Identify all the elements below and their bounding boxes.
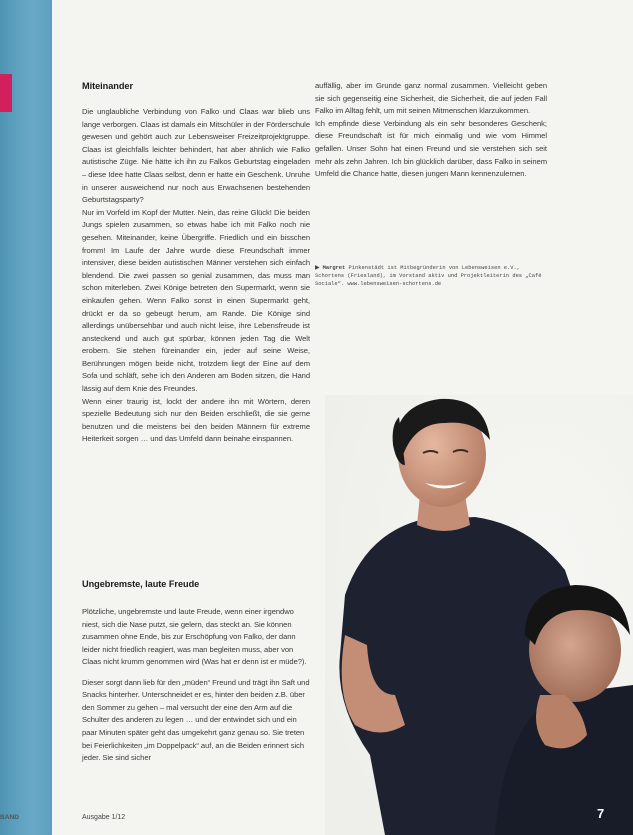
photo-illustration xyxy=(325,395,633,835)
paragraph: Wenn einer traurig ist, lockt der andere ihn mit Wörtern, deren spezielle Bedeutung sich nur den Beiden erschließt, die sie gerne benutzen und die meistens bei den beiden Männern für extreme Heiterkeit sorgen … und das Umfeld dann beinahe einspannen. xyxy=(82,396,310,444)
author-note-text: Pinkenstädt ist Mitbegründerin von Lebensweisen e.V., Schortens (Friesland), im Vorstand aktiv und Projektleiterin des „Café Sociale“. www.lebensweisen-schortens.de xyxy=(315,265,542,287)
paragraph: Plötzliche, ungebremste und laute Freude, wenn einer irgendwo niest, sich die Nase putzt, sie gelern, das steckt an. Sie können zusammen ohne Ende, bis zur Erschöpfung von Falko, der dann leider nicht friedlich reagiert, was man begleiten muss, aber von Claas nicht krumm genommen wird (Was hat er denn ist er müde?). xyxy=(82,607,307,667)
paragraph: Nur im Vorfeld im Kopf der Mutter. Nein, das reine Glück! Die beiden Jungs spielen zusammen, so etwas habe ich mit Falko noch nie gesehen. Miteinander, keine Übergriffe. Friedlich und ein bisschen fromm! Im Laufe der Jahre wurde diese Freundschaft immer intensiver, diese beiden autistischen Männer verstehen sich einfach blendend. Die zwei passen so genial zusammen, das muss man schon miterleben. Zwei Könige betreten den Supermarkt, wenn sie einkaufen gehen. Wenn Falko sonst in einen Supermarkt geht, drückt er da so gebeugt herum, am Rande. Die Könige sind allerdings unübersehbar und auch nicht leise, ihre Lebensfreude ist ansteckend und auch gut spürbar, können jeden Tag die Welt erobern. Sie stehen füreinander ein, jeder auf seine Weise, Berührungen mögen beide nicht, trotzdem liegt der Eine auf dem Sofa und schläft, sehe ich den Anderen am Boden sitzen, die Hand lässig auf dem Knie des Freundes. xyxy=(82,207,310,394)
section-marker-tab xyxy=(0,74,12,112)
section-heading-freude: Ungebremste, laute Freude xyxy=(82,579,200,589)
arrow-right-icon: ▶ xyxy=(315,264,320,271)
photo-falko-and-claas xyxy=(325,395,633,835)
paragraph: auffällig, aber im Grunde ganz normal zusammen. Vielleicht geben sie sich gegenseitig eine Sicherheit, die Sicherheit, die auf jeden Fall Falko im Alltag fehlt, um mit seinen Mitmenschen klarzukommen. xyxy=(315,81,547,116)
article-column-right xyxy=(315,80,547,181)
paragraph: Die unglaubliche Verbindung von Falko und Claas war blieb uns lange verborgen. Claas ist damals ein Mitschüler in der Förderschule gewesen und gehört auch zur Lebensweiser Freizeitprojektgruppe. Claas ist gleichfalls leichter behindert, hat aber ähnlich wie Falko autistische Züge. Nie hätte ich ihn zu Falkos Geburtstag eingeladen – diese Idee hatte Claas selbst, denn er hatte ein Geschenk. Unruhe in unserer ausweichend nur noch aus Erwachsenen bestehenden Geburtstagsparty? xyxy=(82,107,310,205)
left-color-stripe xyxy=(0,0,52,835)
article-section-freude xyxy=(82,578,310,772)
paragraph: Ich empfinde diese Verbindung als ein sehr besonderes Geschenk; diese Freundschaft ist für mich einmalig und wie vom Himmel gefallen. Unser Sohn hat einen Freund und sie verstehen sich seit mehr als zehn Jahren. Ich bin glücklich darüber, dass Falko in seinem Umfeld die Chance hatte, diesen jungen Mann kennenzulernen. xyxy=(315,118,547,179)
section-heading-miteinander: Miteinander xyxy=(82,81,134,91)
paragraph: Dieser sorgt dann lieb für den „müden“ Freund und trägt ihn Saft und Snacks hinterher. Unterschneidet er es, hinter den beiden z.B. über den Sommer zu gehen – mal versucht der eine den Arm auf die Schulter des anderen zu legen … und der entwindet sich und ein paar Minuten später geht das umgekehrt ganz genau so. Sie treten bei Feierlichkeiten „im Doppelpack“ auf, an die Beiden erinnert sich jeder. Sie sind sicher xyxy=(82,677,310,763)
author-note xyxy=(315,264,543,288)
article-column-left xyxy=(82,80,310,446)
footer-band-label: BAND xyxy=(0,814,20,821)
footer-issue: Ausgabe 1/12 xyxy=(82,814,126,821)
page-number: 7 xyxy=(597,806,605,821)
author-name: Margret xyxy=(322,265,346,271)
